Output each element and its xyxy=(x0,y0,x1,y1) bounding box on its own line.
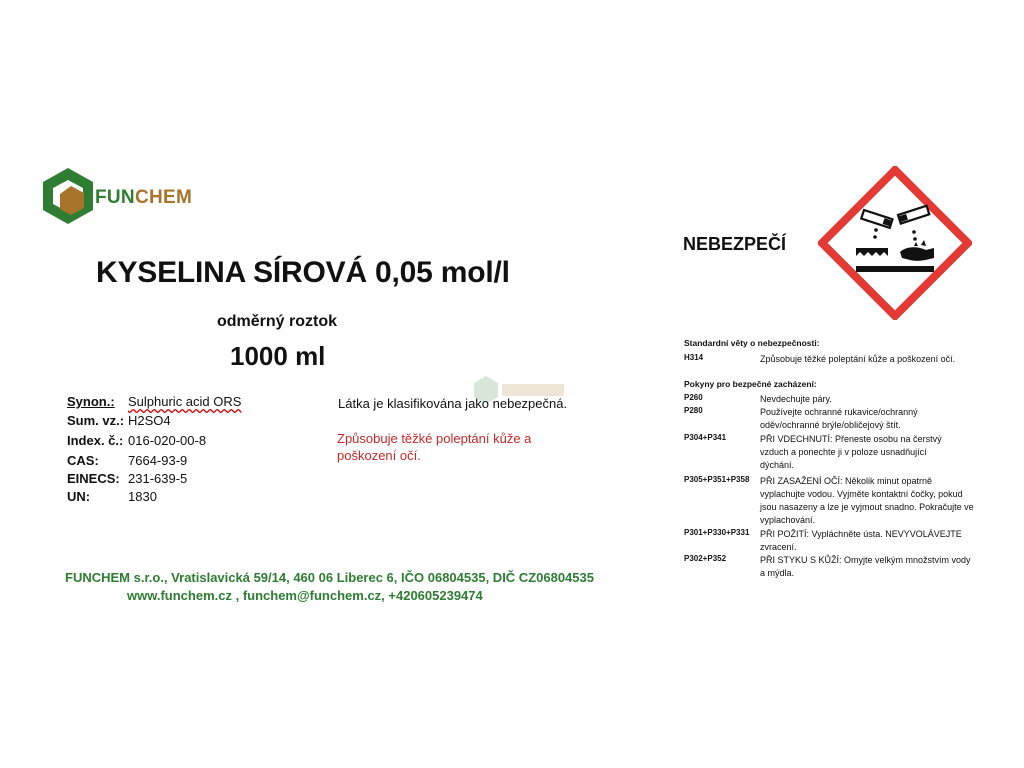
property-value: H2SO4 xyxy=(128,413,171,428)
product-volume: 1000 ml xyxy=(230,341,326,371)
company-contact: www.funchem.cz , funchem@funchem.cz, +420605239474 xyxy=(127,588,483,603)
signal-word: NEBEZPEČÍ xyxy=(683,234,787,254)
property-label: Synon.: xyxy=(67,394,115,409)
statement-code: P305+P351+P358 xyxy=(684,475,750,484)
property-label: EINECS: xyxy=(67,471,120,486)
statement-code: H314 xyxy=(684,353,704,362)
statement-code: P280 xyxy=(684,406,703,415)
statement-code: P302+P352 xyxy=(684,554,727,563)
classification-statement: Látka je klasifikována jako nebezpečná. xyxy=(338,396,568,411)
statement-code: P304+P341 xyxy=(684,433,727,442)
company-address: FUNCHEM s.r.o., Vratislavická 59/14, 460 06 Liberec 6, IČO 06804535, DIČ CZ06804535 xyxy=(65,570,594,585)
product-name: KYSELINA SÍROVÁ 0,05 mol/l xyxy=(96,256,510,289)
property-label: CAS: xyxy=(67,453,99,468)
property-label: Index. č.: xyxy=(67,433,124,448)
h-statements-heading: Standardní věty o nebezpečnosti: xyxy=(684,338,820,348)
ghs-pictogram xyxy=(818,166,972,320)
property-value: 1830 xyxy=(128,489,157,504)
hazard-statement-red: Způsobuje těžké poleptání kůže a poškození očí. xyxy=(337,431,532,463)
statement-text: PŘI ZASAŽENÍ OČÍ: Několik minut opatrně vyplachujte vodou. Vyjměte kontaktní čočky, pokud jsou nasazeny a lze je vyjmout snadno. Pokračujte ve vyplachování. xyxy=(760,476,974,525)
statement-text: PŘI STYKU S KŮŽÍ: Omyjte velkým množstvím vody a mýdla. xyxy=(760,555,971,578)
property-value: 231-639-5 xyxy=(128,471,188,486)
hexagon-logo-icon xyxy=(38,166,98,226)
property-value: 7664-93-9 xyxy=(128,453,188,468)
statement-code: P260 xyxy=(684,393,703,402)
statement-code: P301+P330+P331 xyxy=(684,528,750,537)
property-value xyxy=(128,394,241,409)
product-subtitle: odměrný roztok xyxy=(217,313,338,330)
logo-wordmark-fun: FUN xyxy=(95,187,135,208)
property-value-text: Sulphuric acid ORS xyxy=(128,394,242,409)
p-statements-heading: Pokyny pro bezpečné zacházení: xyxy=(684,379,817,389)
property-value: 016-020-00-8 xyxy=(128,433,207,448)
property-label: Sum. vz.: xyxy=(67,413,125,428)
logo-wordmark xyxy=(95,187,192,209)
logo-wordmark-chem: CHEM xyxy=(134,187,193,208)
statement-text: Používejte ochranné rukavice/ochranný oděv/ochranné brýle/obličejový štít. xyxy=(760,407,918,430)
statement-text: Nevdechujte páry. xyxy=(760,394,832,404)
statement-text: Způsobuje těžké poleptání kůže a poškození očí. xyxy=(760,354,956,364)
corrosion-icon xyxy=(818,166,972,320)
property-label: UN: xyxy=(67,489,91,504)
statement-text: PŘI POŽITÍ: Vypláchněte ústa. NEVYVOLÁVEJTE zvracení. xyxy=(760,529,962,552)
statement-text: PŘI VDECHNUTÍ: Přeneste osobu na čerstvý vzduch a ponechte ji v poloze usnadňující dýchání. xyxy=(760,434,942,470)
